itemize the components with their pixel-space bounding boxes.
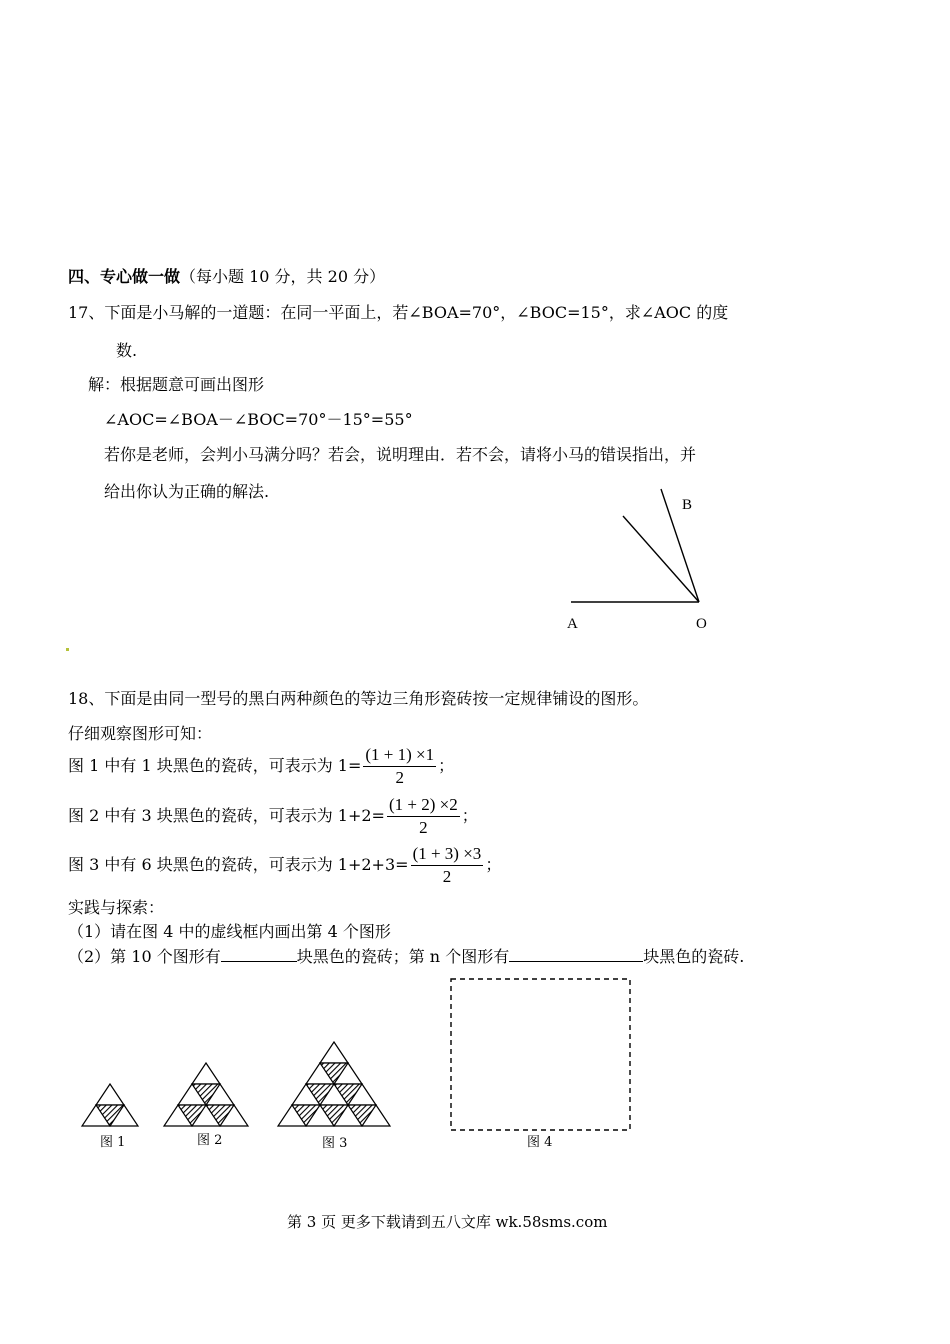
black-tile: [206, 1105, 234, 1126]
black-tile: [306, 1084, 334, 1105]
black-tile: [178, 1105, 206, 1126]
fig1-denominator: 2: [395, 768, 405, 787]
figure-4-drawing-box[interactable]: [451, 979, 630, 1130]
point-label-B: B: [682, 497, 693, 513]
figure-1-caption: 图 1: [100, 1135, 126, 1150]
figure-4-caption: 图 4: [527, 1135, 553, 1150]
black-tile: [320, 1105, 348, 1126]
practice-heading: 实践与探索：: [68, 898, 165, 917]
fig1-end: ；: [438, 756, 455, 775]
q17-solution-line2: ∠AOC=∠BOA－∠BOC=70°－15°=55°: [104, 410, 413, 429]
black-tile: [292, 1105, 320, 1126]
q17-question-line1: 若你是老师，会判小马满分吗？若会，说明理由．若不会，请将小马的错误指出，并: [104, 445, 697, 464]
q17-solution-line1: 解：根据题意可画出图形: [88, 375, 265, 394]
fig2-text: 图 2 中有 3 块黑色的瓷砖，可表示为 1+2=: [68, 806, 385, 825]
figure-2-caption: 图 2: [197, 1133, 223, 1148]
practice-item-1: （1）请在图 4 中的虚线框内画出第 4 个图形: [68, 922, 391, 941]
fig3-text: 图 3 中有 6 块黑色的瓷砖，可表示为 1+2+3=: [68, 855, 409, 874]
q18-line1: 18、下面是由同一型号的黑白两种颜色的等边三角形瓷砖按一定规律铺设的图形。: [68, 689, 649, 708]
fig3-denominator: 2: [442, 867, 452, 886]
black-tile: [96, 1105, 124, 1126]
black-tile: [348, 1105, 376, 1126]
black-tile: [320, 1063, 348, 1084]
fig2-end: ；: [461, 806, 478, 825]
figure-2: [164, 1063, 248, 1126]
figure-1: [82, 1084, 138, 1126]
q18-line2: 仔细观察图形可知：: [68, 724, 213, 743]
section-note: （每小题 10 分，共 20 分）: [180, 267, 386, 286]
page-footer: 第 3 页 更多下载请到五八文库 wk.58sms.com: [287, 1213, 608, 1231]
point-label-A: A: [567, 616, 578, 632]
figure-3-caption: 图 3: [322, 1136, 348, 1151]
section-title: 四、专心做一做: [68, 267, 181, 286]
black-tile: [192, 1084, 220, 1105]
practice-item-2-part2: 块黑色的瓷砖；第 n 个图形有: [296, 947, 510, 966]
fig1-numerator: (1 + 1) ×1: [363, 744, 436, 767]
q17-question-line2: 给出你认为正确的解法.: [104, 482, 270, 501]
q17-line2: 数.: [116, 341, 138, 360]
figure-3: [278, 1042, 390, 1126]
fig3-end: ；: [485, 855, 502, 874]
practice-item-2-part1: （2）第 10 个图形有: [68, 947, 221, 966]
fig1-text: 图 1 中有 1 块黑色的瓷砖，可表示为 1=: [68, 756, 362, 775]
black-tile: [334, 1084, 362, 1105]
fig2-denominator: 2: [419, 818, 428, 837]
fig3-numerator: (1 + 3) ×3: [411, 843, 484, 866]
fig2-numerator: (1 + 2) ×2: [387, 794, 460, 817]
point-label-O: O: [696, 616, 707, 632]
q17-line1: 17、下面是小马解的一道题：在同一平面上，若∠BOA=70°，∠BOC=15°，求∠AOC 的度: [68, 303, 729, 322]
practice-item-2-part3: 块黑色的瓷砖.: [643, 947, 745, 966]
